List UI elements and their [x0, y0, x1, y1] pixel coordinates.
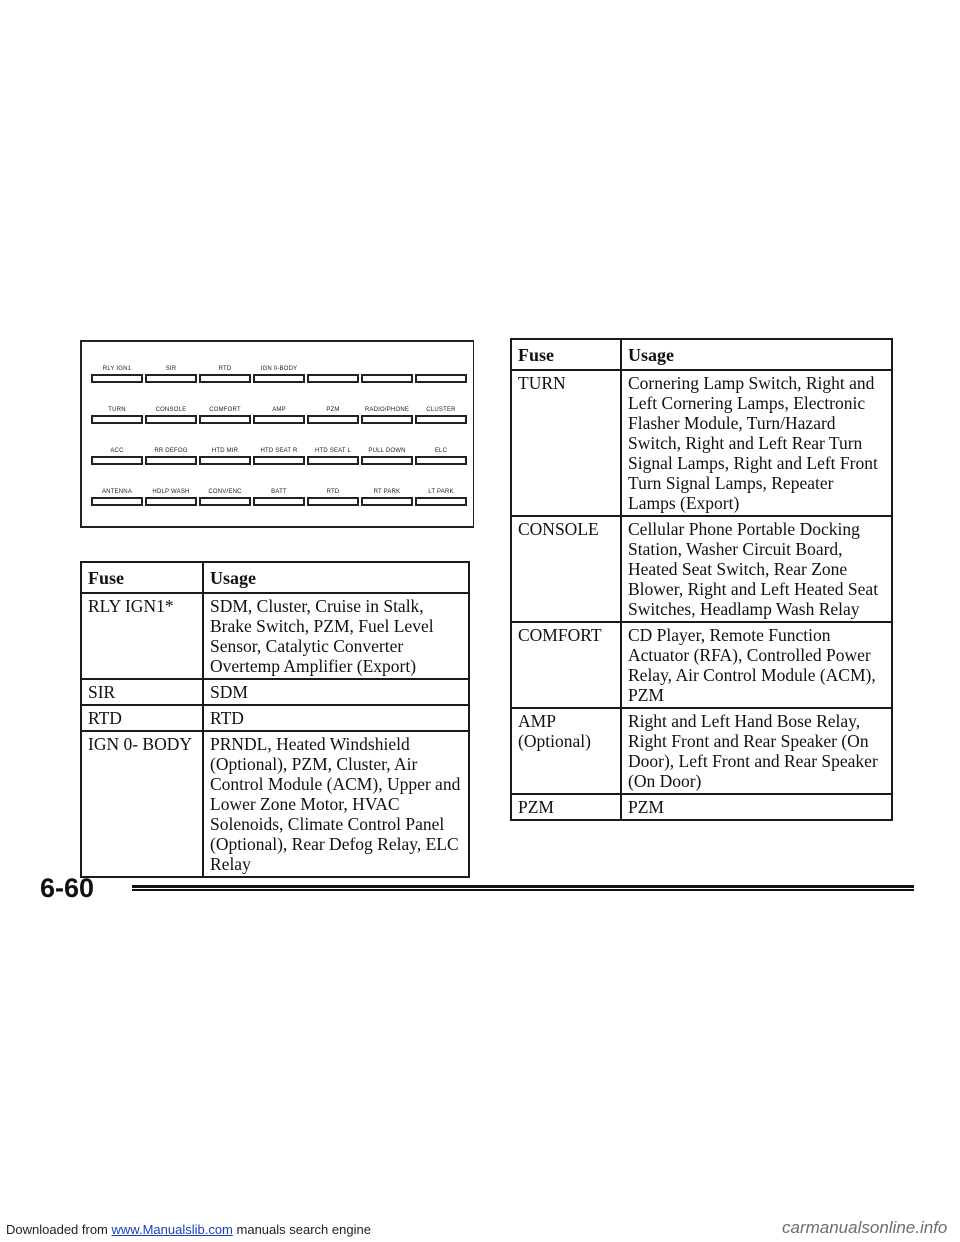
usage-cell: SDM, Cluster, Cruise in Stalk, Brake Switch, PZM, Fuel Level Sensor, Catalytic Converter Overtemp Amplifier (Export) — [203, 593, 469, 679]
fuse-slot-label: ELC — [434, 448, 448, 454]
fuse-cell: RLY IGN1* — [81, 593, 203, 679]
usage-cell: Right and Left Hand Bose Relay, Right Front and Rear Speaker (On Door), Left Front and Rear Speaker (On Door) — [621, 708, 892, 794]
fuse-panel-row — [82, 405, 473, 445]
fuse-panel-row — [82, 446, 473, 486]
fuse-slot-box — [145, 497, 197, 506]
fuse-panel-row — [82, 364, 473, 404]
fuse-cell: COMFORT — [511, 622, 621, 708]
usage-cell: SDM — [203, 679, 469, 705]
fuse-slot — [304, 487, 362, 506]
fuse-slot-label: RR DEFOG — [154, 448, 188, 454]
fuse-slot-box — [307, 415, 359, 424]
fuse-slot — [412, 405, 470, 424]
fuse-slot-label: HTD SEAT L — [314, 448, 352, 454]
fuse-panel-diagram — [80, 340, 474, 528]
fuse-slot-box — [415, 497, 467, 506]
fuse-cell: TURN — [511, 370, 621, 516]
fuse-slot — [88, 487, 146, 506]
fuse-slot — [142, 446, 200, 465]
fuse-slot — [196, 405, 254, 424]
banner-prefix: Downloaded from — [6, 1222, 108, 1237]
right-header-usage: Usage — [621, 339, 892, 370]
fuse-slot — [88, 446, 146, 465]
fuse-slot-label — [358, 364, 416, 374]
fuse-slot-box — [415, 374, 467, 383]
fuse-slot — [142, 487, 200, 506]
fuse-slot-label: AMP — [272, 407, 286, 413]
fuse-slot-label: ANTENNA — [101, 489, 133, 495]
fuse-slot-box — [145, 456, 197, 465]
fuse-slot-label: LT PARK — [428, 489, 454, 495]
fuse-slot — [196, 364, 254, 383]
fuse-cell: RTD — [81, 705, 203, 731]
fuse-slot-label — [412, 364, 470, 374]
left-header-fuse: Fuse — [81, 562, 203, 593]
fuse-slot — [250, 487, 308, 506]
fuse-slot-box — [361, 456, 413, 465]
fuse-slot-label: HTD MIR — [211, 448, 239, 454]
left-table-header-row — [81, 562, 469, 593]
fuse-slot-box — [307, 456, 359, 465]
usage-cell: RTD — [203, 705, 469, 731]
table-row — [511, 794, 892, 820]
fuse-slot — [412, 446, 470, 465]
fuse-slot-label: ACC — [110, 448, 124, 454]
fuse-slot-box — [253, 415, 305, 424]
fuse-slot-box — [415, 456, 467, 465]
fuse-slot-box — [361, 415, 413, 424]
fuse-slot — [358, 405, 416, 424]
fuse-slot-box — [91, 374, 143, 383]
fuse-slot-label: RTD — [326, 489, 340, 495]
fuse-slot-box — [91, 415, 143, 424]
left-fuse-table — [80, 561, 470, 878]
fuse-slot-label: CONSOLE — [155, 407, 187, 413]
fuse-slot-label: CONV/ENC — [208, 489, 242, 495]
table-row — [511, 516, 892, 622]
fuse-slot-label: RT PARK — [373, 489, 401, 495]
left-header-usage: Usage — [203, 562, 469, 593]
fuse-slot-box — [361, 497, 413, 506]
usage-cell: PZM — [621, 794, 892, 820]
table-row — [511, 370, 892, 516]
right-fuse-table — [510, 338, 893, 821]
fuse-slot — [304, 364, 362, 383]
fuse-slot-box — [415, 415, 467, 424]
fuse-slot — [358, 446, 416, 465]
fuse-slot — [250, 364, 308, 383]
footer-rule — [132, 885, 914, 891]
fuse-panel-row — [82, 487, 473, 527]
usage-cell: Cornering Lamp Switch, Right and Left Cornering Lamps, Electronic Flasher Module, Turn/Hazard Switch, Right and Left Rear Turn Signal Lamps, Right and Left Front Turn Signal Lamps, Repeater Lamps (Export) — [621, 370, 892, 516]
fuse-slot-label: TURN — [108, 407, 126, 413]
fuse-slot — [142, 364, 200, 383]
table-row — [81, 705, 469, 731]
fuse-slot-label: RLY IGN1 — [102, 366, 132, 372]
fuse-slot-box — [199, 456, 251, 465]
fuse-slot-label: PULL DOWN — [368, 448, 406, 454]
fuse-slot — [412, 364, 470, 383]
fuse-slot-box — [199, 497, 251, 506]
fuse-slot-label: HDLP WASH — [152, 489, 190, 495]
fuse-slot-label: IGN 0-BODY — [260, 366, 298, 372]
fuse-slot-label: CLUSTER — [426, 407, 456, 413]
download-banner — [6, 1222, 371, 1237]
table-row — [81, 593, 469, 679]
fuse-slot-label: RTD — [218, 366, 232, 372]
fuse-slot-box — [253, 374, 305, 383]
fuse-slot-label: COMFORT — [209, 407, 241, 413]
fuse-slot-box — [91, 497, 143, 506]
fuse-slot — [88, 405, 146, 424]
fuse-slot-label: BATT — [271, 489, 287, 495]
fuse-slot — [358, 487, 416, 506]
fuse-slot — [412, 487, 470, 506]
usage-cell: Cellular Phone Portable Docking Station, Washer Circuit Board, Heated Seat Switch, Rear Zone Blower, Right and Left Heated Seat Switches, Headlamp Wash Relay — [621, 516, 892, 622]
fuse-slot-label: RADIO/PHONE — [364, 407, 410, 413]
fuse-slot-label: HTD SEAT R — [260, 448, 298, 454]
fuse-slot-box — [199, 415, 251, 424]
right-table-header-row — [511, 339, 892, 370]
fuse-slot-box — [253, 497, 305, 506]
fuse-slot — [142, 405, 200, 424]
table-row — [511, 622, 892, 708]
fuse-slot — [358, 364, 416, 383]
fuse-slot-box — [307, 374, 359, 383]
fuse-cell: SIR — [81, 679, 203, 705]
table-row — [81, 731, 469, 877]
fuse-cell: AMP (Optional) — [511, 708, 621, 794]
fuse-slot-label: SIR — [165, 366, 177, 372]
fuse-cell: IGN 0- BODY — [81, 731, 203, 877]
table-row — [511, 708, 892, 794]
fuse-slot-box — [361, 374, 413, 383]
page-number: 6-60 — [40, 873, 95, 903]
banner-suffix: manuals search engine — [236, 1222, 371, 1237]
fuse-cell: CONSOLE — [511, 516, 621, 622]
table-row — [81, 679, 469, 705]
fuse-slot-box — [253, 456, 305, 465]
fuse-slot-box — [199, 374, 251, 383]
fuse-slot — [88, 364, 146, 383]
fuse-slot-box — [307, 497, 359, 506]
fuse-slot — [196, 446, 254, 465]
right-header-fuse: Fuse — [511, 339, 621, 370]
usage-cell: CD Player, Remote Function Actuator (RFA), Controlled Power Relay, Air Control Module (ACM), PZM — [621, 622, 892, 708]
fuse-slot-box — [145, 415, 197, 424]
fuse-slot — [196, 487, 254, 506]
fuse-slot-box — [91, 456, 143, 465]
fuse-slot — [304, 405, 362, 424]
fuse-cell: PZM — [511, 794, 621, 820]
fuse-slot — [250, 405, 308, 424]
watermark: carmanualsonline.info — [782, 1218, 948, 1237]
fuse-slot — [250, 446, 308, 465]
fuse-slot — [304, 446, 362, 465]
fuse-slot-label: PZM — [326, 407, 340, 413]
fuse-slot-label — [304, 364, 362, 374]
fuse-slot-box — [145, 374, 197, 383]
manualslib-link[interactable]: www.Manualslib.com — [111, 1222, 233, 1237]
usage-cell: PRNDL, Heated Windshield (Optional), PZM, Cluster, Air Control Module (ACM), Upper and Lower Zone Motor, HVAC Solenoids, Climate Control Panel (Optional), Rear Defog Relay, ELC Relay — [203, 731, 469, 877]
